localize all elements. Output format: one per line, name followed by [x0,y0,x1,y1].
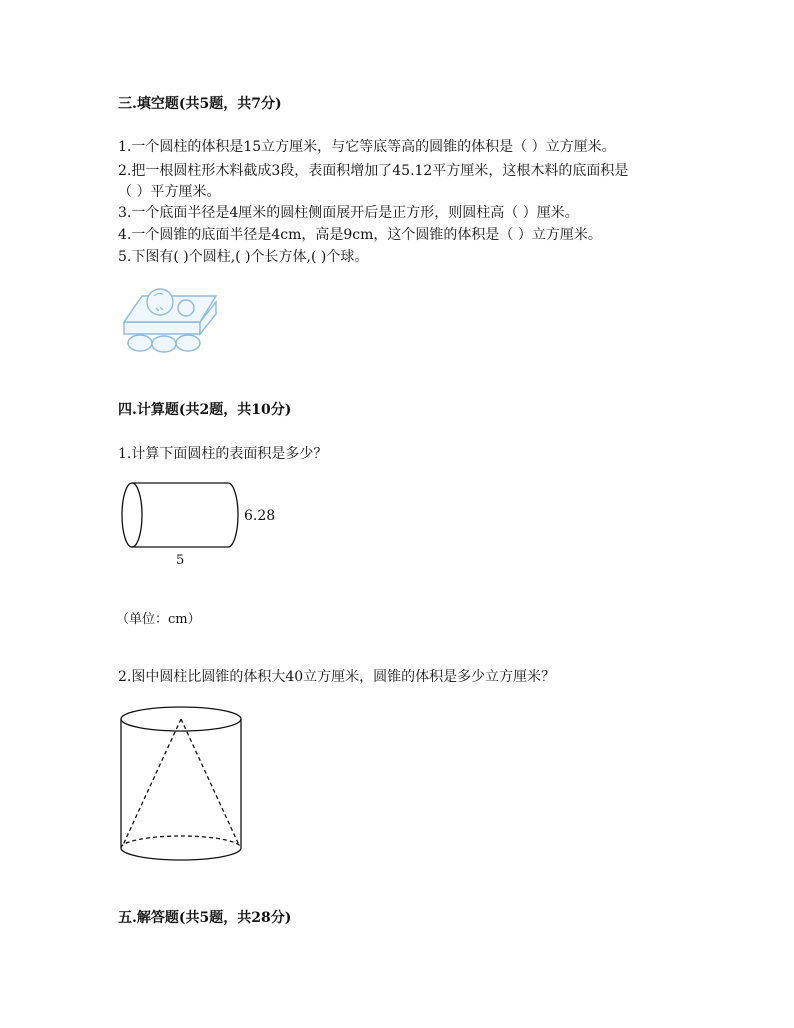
cone-right-slant [181,719,239,845]
question-3-2-line2: （ ）平方厘米。 [118,184,221,200]
question-3-5: 5.下图有( )个圆柱,( )个长方体,( )个球。 [118,249,369,265]
section-3-heading: 三.填空题(共5题，共7分) [118,96,282,112]
cylinder-bottom-front [121,848,241,860]
section-4-heading: 四.计算题(共2题，共10分) [118,402,292,418]
length-label: 5 [176,553,185,568]
cylinder-cone-figure [118,702,248,866]
unit-note: （单位：cm） [116,612,201,627]
cylinder-right-end [228,483,238,547]
ball-small [178,300,194,316]
shapes-figure [116,282,224,358]
question-4-1: 1.计算下面圆柱的表面积是多少？ [118,446,328,462]
block-side [124,322,200,334]
question-3-1: 1.一个圆柱的体积是15立方厘米，与它等底等高的圆锥的体积是（ ）立方厘米。 [118,139,616,155]
question-4-2: 2.图中圆柱比圆锥的体积大40立方厘米，圆锥的体积是多少立方厘米？ [118,669,556,685]
cylinder-left-end [122,483,142,547]
cone-left-slant [123,719,181,845]
cylinder-figure [116,480,248,552]
cylinder-wheel-1 [128,335,152,351]
question-3-4: 4.一个圆锥的底面半径是4cm，高是9cm，这个圆锥的体积是（ ）立方厘米。 [118,227,602,243]
section-5-heading: 五.解答题(共5题，共28分) [118,910,292,926]
question-3-2-line1: 2.把一根圆柱形木料截成3段，表面积增加了45.12平方厘米，这根木料的底面积是 [118,163,629,179]
question-3-3: 3.一个底面半径是4厘米的圆柱侧面展开后是正方形，则圆柱高（ ）厘米。 [118,205,579,221]
circumference-label: 6.28 [244,508,276,524]
cylinder-bottom-back [121,836,241,848]
cylinder-wheel-3 [176,335,200,351]
cylinder-wheel-2 [152,336,176,352]
